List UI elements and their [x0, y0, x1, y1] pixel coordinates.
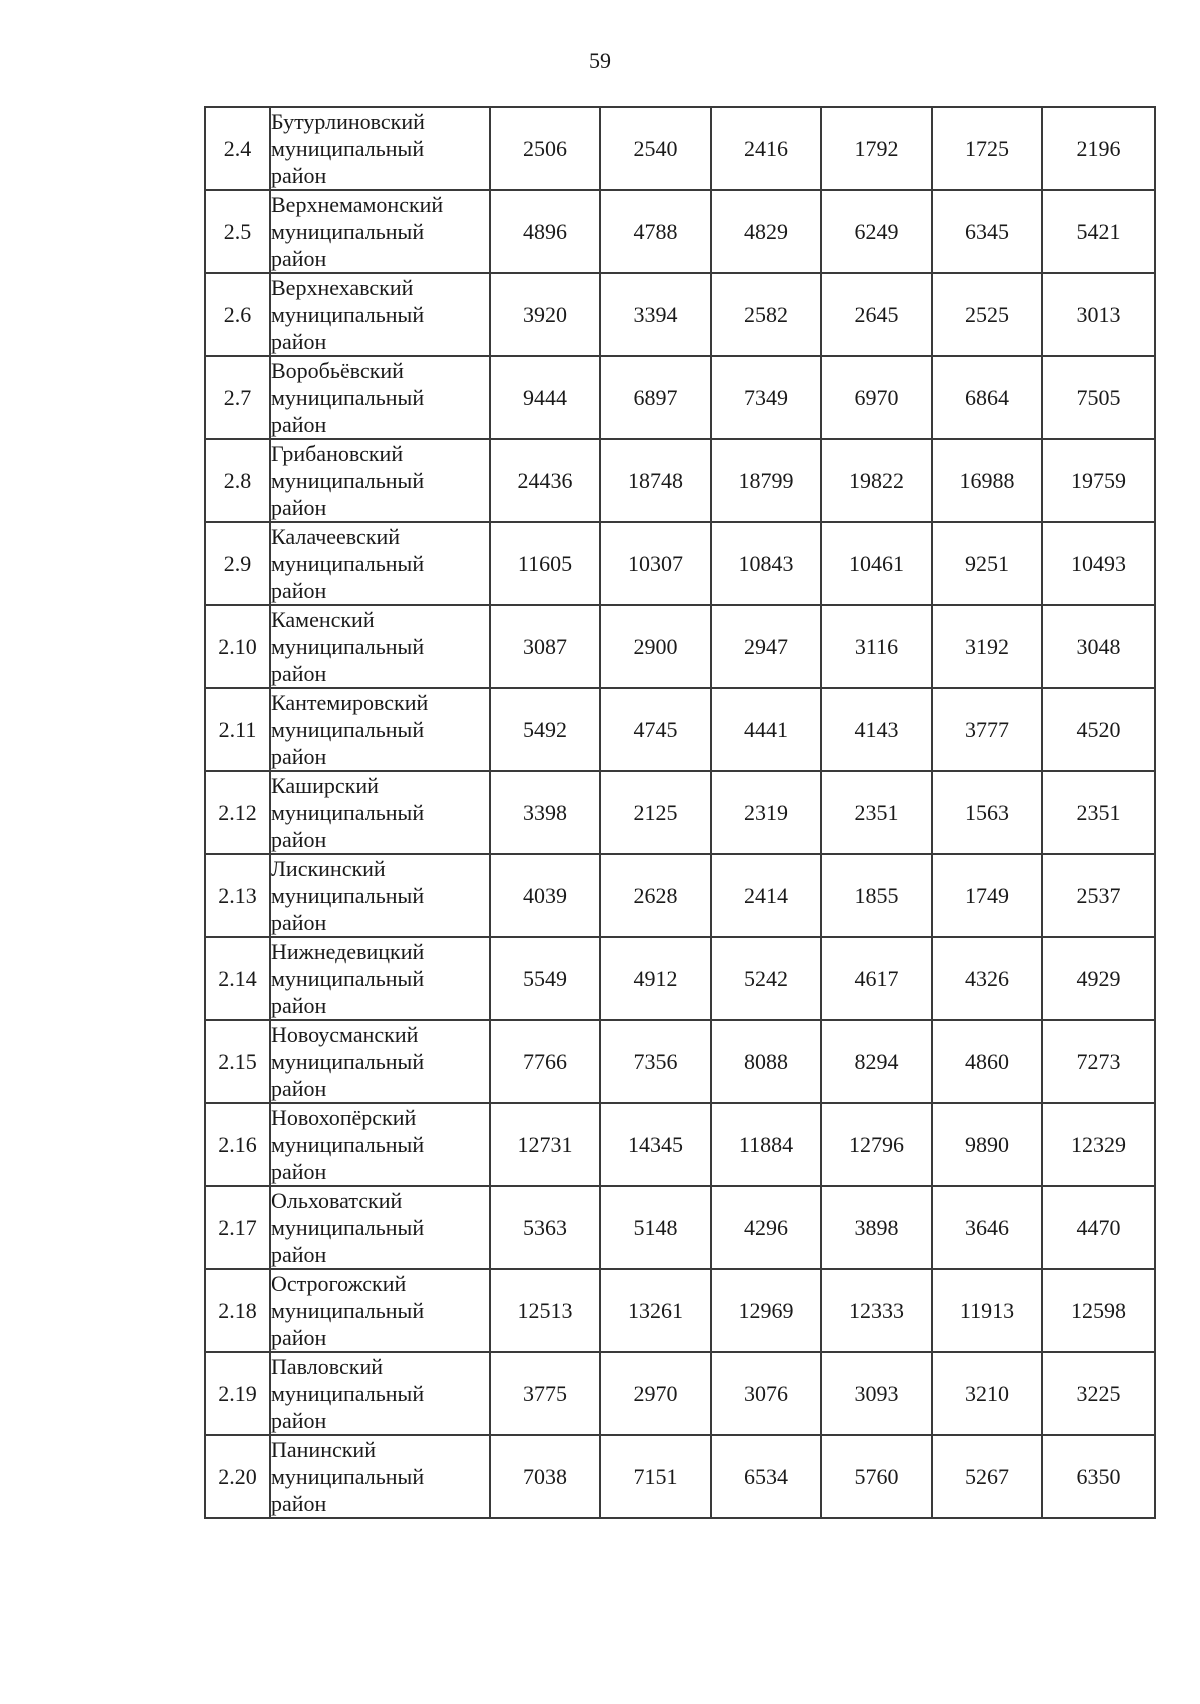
value-cell: 3920	[490, 273, 600, 356]
district-type-line-2: район	[271, 246, 327, 271]
value-cell: 4470	[1042, 1186, 1155, 1269]
value-cell: 7273	[1042, 1020, 1155, 1103]
district-name-cell	[270, 1103, 490, 1186]
district-name: Каменский	[271, 607, 375, 632]
district-name: Верхнехавский	[271, 275, 414, 300]
row-number-cell: 2.10	[205, 605, 270, 688]
district-name: Лискинский	[271, 856, 386, 881]
value-cell: 7356	[600, 1020, 711, 1103]
value-cell: 6970	[821, 356, 932, 439]
district-type-line-2: район	[271, 1076, 327, 1101]
value-cell: 7038	[490, 1435, 600, 1518]
value-cell: 6345	[932, 190, 1042, 273]
table-row	[205, 1435, 1155, 1518]
row-number-cell: 2.17	[205, 1186, 270, 1269]
district-type-line-1: муниципальный	[271, 634, 425, 659]
value-cell: 12513	[490, 1269, 600, 1352]
row-number-cell: 2.11	[205, 688, 270, 771]
value-cell: 2537	[1042, 854, 1155, 937]
value-cell: 6249	[821, 190, 932, 273]
district-type-line-2: район	[271, 1242, 327, 1267]
district-name-cell	[270, 1020, 490, 1103]
value-cell: 12731	[490, 1103, 600, 1186]
value-cell: 6350	[1042, 1435, 1155, 1518]
value-cell: 2506	[490, 107, 600, 190]
table-row	[205, 605, 1155, 688]
value-cell: 14345	[600, 1103, 711, 1186]
district-type-line-1: муниципальный	[271, 551, 425, 576]
value-cell: 10843	[711, 522, 821, 605]
value-cell: 4143	[821, 688, 932, 771]
district-name: Нижнедевицкий	[271, 939, 425, 964]
row-number-cell: 2.12	[205, 771, 270, 854]
district-name: Каширский	[271, 773, 379, 798]
value-cell: 2196	[1042, 107, 1155, 190]
district-type-line-2: район	[271, 827, 327, 852]
row-number-cell: 2.15	[205, 1020, 270, 1103]
value-cell: 1792	[821, 107, 932, 190]
value-cell: 24436	[490, 439, 600, 522]
table-row	[205, 190, 1155, 273]
row-number-cell: 2.19	[205, 1352, 270, 1435]
district-name: Бутурлиновский	[271, 109, 425, 134]
row-number-cell: 2.18	[205, 1269, 270, 1352]
value-cell: 7766	[490, 1020, 600, 1103]
value-cell: 4929	[1042, 937, 1155, 1020]
district-name: Верхнемамонский	[271, 192, 444, 217]
district-type-line-2: район	[271, 1491, 327, 1516]
value-cell: 4441	[711, 688, 821, 771]
district-name-cell	[270, 937, 490, 1020]
value-cell: 3210	[932, 1352, 1042, 1435]
value-cell: 18799	[711, 439, 821, 522]
value-cell: 3048	[1042, 605, 1155, 688]
value-cell: 9251	[932, 522, 1042, 605]
value-cell: 4912	[600, 937, 711, 1020]
district-name-cell	[270, 771, 490, 854]
district-type-line-1: муниципальный	[271, 1298, 425, 1323]
value-cell: 6864	[932, 356, 1042, 439]
value-cell: 3898	[821, 1186, 932, 1269]
district-type-line-1: муниципальный	[271, 1464, 425, 1489]
table-row	[205, 273, 1155, 356]
district-type-line-1: муниципальный	[271, 1132, 425, 1157]
district-type-line-2: район	[271, 495, 327, 520]
value-cell: 10461	[821, 522, 932, 605]
value-cell: 4039	[490, 854, 600, 937]
table-row	[205, 937, 1155, 1020]
value-cell: 4296	[711, 1186, 821, 1269]
value-cell: 10307	[600, 522, 711, 605]
value-cell: 19759	[1042, 439, 1155, 522]
district-type-line-1: муниципальный	[271, 385, 425, 410]
value-cell: 12969	[711, 1269, 821, 1352]
district-data-table	[204, 106, 1156, 1519]
row-number-cell: 2.8	[205, 439, 270, 522]
district-type-line-2: район	[271, 910, 327, 935]
district-name: Ольховатский	[271, 1188, 403, 1213]
table-row	[205, 854, 1155, 937]
district-name-cell	[270, 688, 490, 771]
district-type-line-2: район	[271, 163, 327, 188]
district-name-cell	[270, 1435, 490, 1518]
row-number-cell: 2.7	[205, 356, 270, 439]
district-name-cell	[270, 356, 490, 439]
district-type-line-1: муниципальный	[271, 1049, 425, 1074]
value-cell: 7505	[1042, 356, 1155, 439]
value-cell: 7151	[600, 1435, 711, 1518]
value-cell: 4326	[932, 937, 1042, 1020]
value-cell: 3775	[490, 1352, 600, 1435]
value-cell: 1725	[932, 107, 1042, 190]
value-cell: 7349	[711, 356, 821, 439]
district-type-line-2: район	[271, 412, 327, 437]
value-cell: 5492	[490, 688, 600, 771]
district-type-line-1: муниципальный	[271, 136, 425, 161]
value-cell: 5549	[490, 937, 600, 1020]
district-name: Новохопёрский	[271, 1105, 417, 1130]
district-name-cell	[270, 1269, 490, 1352]
value-cell: 2416	[711, 107, 821, 190]
value-cell: 3116	[821, 605, 932, 688]
value-cell: 11884	[711, 1103, 821, 1186]
district-name: Павловский	[271, 1354, 383, 1379]
value-cell: 1749	[932, 854, 1042, 937]
value-cell: 2900	[600, 605, 711, 688]
value-cell: 2414	[711, 854, 821, 937]
table-row	[205, 1186, 1155, 1269]
value-cell: 2125	[600, 771, 711, 854]
district-type-line-2: район	[271, 661, 327, 686]
value-cell: 16988	[932, 439, 1042, 522]
table-row	[205, 1103, 1155, 1186]
table-row	[205, 1269, 1155, 1352]
value-cell: 1855	[821, 854, 932, 937]
value-cell: 5148	[600, 1186, 711, 1269]
value-cell: 2319	[711, 771, 821, 854]
value-cell: 3225	[1042, 1352, 1155, 1435]
district-type-line-1: муниципальный	[271, 302, 425, 327]
value-cell: 1563	[932, 771, 1042, 854]
table-body	[205, 107, 1155, 1518]
value-cell: 4829	[711, 190, 821, 273]
table-row	[205, 107, 1155, 190]
district-type-line-1: муниципальный	[271, 966, 425, 991]
district-type-line-2: район	[271, 1159, 327, 1184]
district-name-cell	[270, 1352, 490, 1435]
value-cell: 2540	[600, 107, 711, 190]
value-cell: 5242	[711, 937, 821, 1020]
value-cell: 2947	[711, 605, 821, 688]
district-type-line-2: район	[271, 744, 327, 769]
value-cell: 8294	[821, 1020, 932, 1103]
value-cell: 2970	[600, 1352, 711, 1435]
district-type-line-2: район	[271, 578, 327, 603]
value-cell: 5363	[490, 1186, 600, 1269]
district-name-cell	[270, 439, 490, 522]
value-cell: 9444	[490, 356, 600, 439]
value-cell: 4617	[821, 937, 932, 1020]
value-cell: 2351	[821, 771, 932, 854]
district-type-line-2: район	[271, 1325, 327, 1350]
value-cell: 10493	[1042, 522, 1155, 605]
value-cell: 12329	[1042, 1103, 1155, 1186]
value-cell: 12598	[1042, 1269, 1155, 1352]
value-cell: 12796	[821, 1103, 932, 1186]
value-cell: 3646	[932, 1186, 1042, 1269]
value-cell: 4896	[490, 190, 600, 273]
row-number-cell: 2.4	[205, 107, 270, 190]
value-cell: 3093	[821, 1352, 932, 1435]
value-cell: 2628	[600, 854, 711, 937]
district-name-cell	[270, 605, 490, 688]
district-type-line-1: муниципальный	[271, 219, 425, 244]
value-cell: 4745	[600, 688, 711, 771]
table-row	[205, 688, 1155, 771]
value-cell: 5760	[821, 1435, 932, 1518]
value-cell: 19822	[821, 439, 932, 522]
value-cell: 3398	[490, 771, 600, 854]
district-name-cell	[270, 107, 490, 190]
row-number-cell: 2.6	[205, 273, 270, 356]
row-number-cell: 2.20	[205, 1435, 270, 1518]
table-row	[205, 356, 1155, 439]
page-number: 59	[589, 48, 611, 73]
table-row	[205, 1020, 1155, 1103]
row-number-cell: 2.13	[205, 854, 270, 937]
value-cell: 3777	[932, 688, 1042, 771]
row-number-cell: 2.9	[205, 522, 270, 605]
value-cell: 13261	[600, 1269, 711, 1352]
district-type-line-1: муниципальный	[271, 800, 425, 825]
district-name: Калачеевский	[271, 524, 401, 549]
value-cell: 4520	[1042, 688, 1155, 771]
district-type-line-2: район	[271, 1408, 327, 1433]
value-cell: 4788	[600, 190, 711, 273]
district-name: Новоусманский	[271, 1022, 419, 1047]
value-cell: 2582	[711, 273, 821, 356]
district-name: Грибановский	[271, 441, 404, 466]
district-name: Воробьёвский	[271, 358, 404, 383]
district-name: Острогожский	[271, 1271, 407, 1296]
value-cell: 8088	[711, 1020, 821, 1103]
value-cell: 3013	[1042, 273, 1155, 356]
district-name: Кантемировский	[271, 690, 429, 715]
value-cell: 3192	[932, 605, 1042, 688]
district-name-cell	[270, 854, 490, 937]
district-name: Панинский	[271, 1437, 376, 1462]
value-cell: 2351	[1042, 771, 1155, 854]
value-cell: 5421	[1042, 190, 1155, 273]
district-type-line-2: район	[271, 329, 327, 354]
value-cell: 2525	[932, 273, 1042, 356]
district-type-line-2: район	[271, 993, 327, 1018]
row-number-cell: 2.14	[205, 937, 270, 1020]
district-type-line-1: муниципальный	[271, 468, 425, 493]
table-row	[205, 522, 1155, 605]
district-name-cell	[270, 522, 490, 605]
value-cell: 4860	[932, 1020, 1042, 1103]
table-row	[205, 771, 1155, 854]
row-number-cell: 2.5	[205, 190, 270, 273]
district-name-cell	[270, 190, 490, 273]
value-cell: 3087	[490, 605, 600, 688]
value-cell: 3394	[600, 273, 711, 356]
value-cell: 12333	[821, 1269, 932, 1352]
value-cell: 3076	[711, 1352, 821, 1435]
district-type-line-1: муниципальный	[271, 883, 425, 908]
row-number-cell: 2.16	[205, 1103, 270, 1186]
value-cell: 11913	[932, 1269, 1042, 1352]
value-cell: 6534	[711, 1435, 821, 1518]
district-type-line-1: муниципальный	[271, 1381, 425, 1406]
value-cell: 5267	[932, 1435, 1042, 1518]
table-row	[205, 439, 1155, 522]
value-cell: 11605	[490, 522, 600, 605]
district-name-cell	[270, 1186, 490, 1269]
district-name-cell	[270, 273, 490, 356]
district-type-line-1: муниципальный	[271, 717, 425, 742]
value-cell: 2645	[821, 273, 932, 356]
value-cell: 6897	[600, 356, 711, 439]
district-type-line-1: муниципальный	[271, 1215, 425, 1240]
value-cell: 9890	[932, 1103, 1042, 1186]
table-row	[205, 1352, 1155, 1435]
value-cell: 18748	[600, 439, 711, 522]
